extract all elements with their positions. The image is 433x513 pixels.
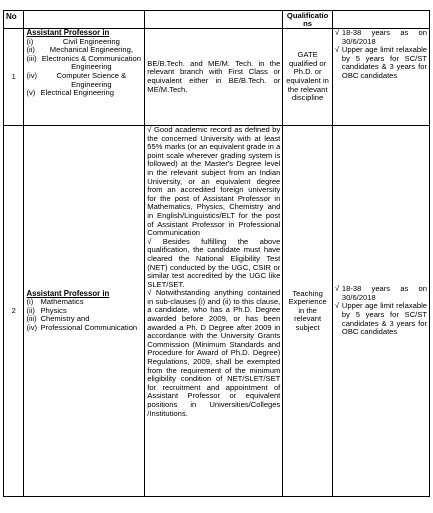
row-number: 1: [4, 29, 24, 126]
essential-qualification: BE/B.Tech. and ME/M. Tech. in the relevant branch with First Class or equivalent either in BE/B.Tech. or ME/M.Tech.: [145, 29, 283, 126]
post-item: (ii) Mechanical Engineering,: [26, 45, 133, 55]
table-row: [4, 126, 430, 497]
qualification-cell: GATE qualified or Ph.D. or equivalent in the relevant discipline: [283, 29, 333, 126]
row-number: 2: [4, 126, 24, 497]
header-no: No: [4, 11, 24, 29]
post-item: (iv) Computer Science & Engineering: [26, 70, 127, 89]
header-post: [24, 11, 145, 29]
essential-paragraph: √ Besides fulfilling the above qualification, the candidate must have cleared the National Eligibility Test (NET) conducted by the UGC, CSIR or similar test accredited by the UGC like SLET/SET.: [147, 236, 281, 289]
age-cell: [332, 126, 429, 497]
table-header-row: [4, 11, 430, 29]
header-age: [332, 11, 429, 29]
post-item: (i) Civil Engineering: [26, 36, 120, 46]
qualification-cell: Teaching Experience in the relevant subject: [283, 126, 333, 497]
eligibility-table: [3, 10, 430, 497]
header-essential: [145, 11, 283, 29]
essential-qualification: [145, 126, 283, 497]
post-item: (iii) Chemistry and: [26, 314, 90, 324]
post-cell: [24, 126, 145, 497]
post-title: Assistant Professor in: [26, 288, 110, 298]
post-item: (ii) Physics: [26, 305, 67, 315]
post-cell: [24, 29, 145, 126]
age-item: √ 18-38 years as on 30/6/2018: [334, 284, 427, 302]
post-item: (v) Electrical Engineering: [26, 88, 114, 98]
age-item: √ 18-38 years as on 30/6/2018: [334, 28, 427, 46]
post-item: (iii) Electronics & Communication Engineering: [26, 53, 141, 72]
post-item: (iv) Professional Communication: [26, 322, 138, 332]
post-item: (i) Mathematics: [26, 297, 84, 307]
age-item: √ Upper age limit relaxable by 5 years for SC/ST candidates & 3 years for OBC candidates: [334, 45, 427, 80]
essential-paragraph: √ Good academic record as defined by the concerned University with at least 55% marks (or an equivalent grade in a point scale wherever grading system is followed) at the Master's Degree level in the relevant subject from an Indian University, or an equivalent degree from an accredited foreign university for the post of Assistant Professor in Mathematics, Physics, Chemistry and in English/Linguistics/ELT for the post of Assistant Professor in Professional Communication: [147, 125, 281, 238]
table-row: [4, 29, 430, 126]
header-qualifications: Qualificatio ns: [283, 11, 333, 29]
age-item: √ Upper age limit relaxable by 5 years for SC/ST candidates & 3 years for OBC candidates: [334, 301, 427, 337]
essential-paragraph: √ Notwithstanding anything contained in sub-clauses (i) and (ii) to this clause, a candidate, who has a Ph.D. Degree awarded before 2009, or has been awarded a Ph. D Degree after 2009 in accordance with the University Grants Commission (Minimum Standards and Procedure for Award of Ph.D. Degree) Regulations, 2009, shall be exempted from the requirement of the minimum eligibility condition of NET/SLET/SET for recruitment and appointment of Assistant Professor or equivalent positions in Universities/Colleges /Institutions.: [147, 288, 281, 418]
post-title: Assistant Professor in: [26, 28, 110, 37]
age-cell: [332, 29, 429, 126]
